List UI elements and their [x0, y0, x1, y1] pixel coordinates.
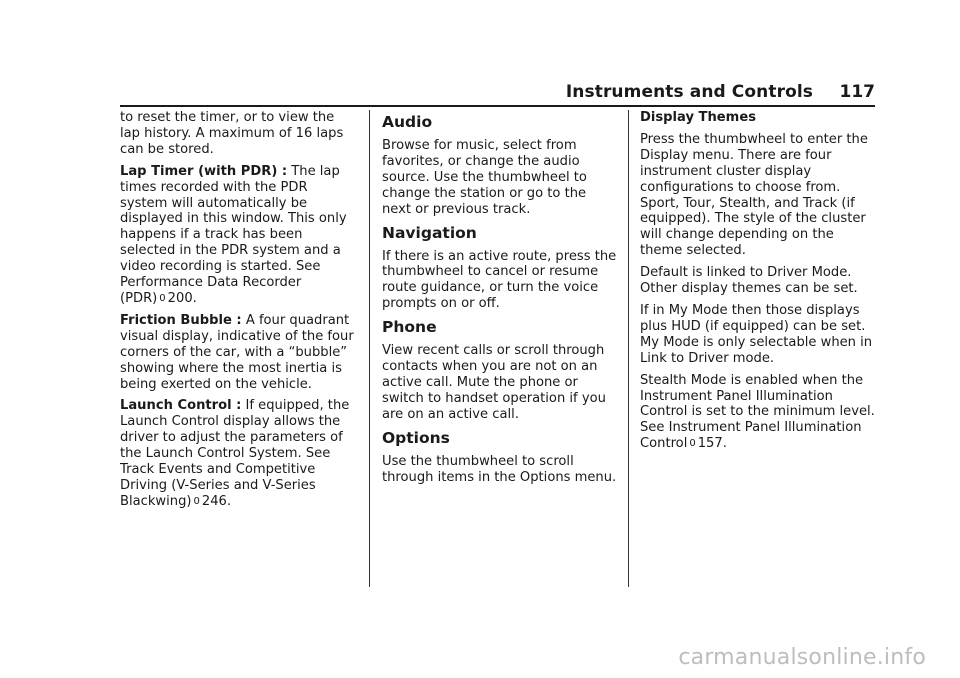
column-middle [382, 110, 618, 492]
column-divider [628, 110, 629, 587]
page-reference-icon: 0 [193, 495, 200, 507]
paragraph-lap-timer [120, 164, 356, 307]
xref-page-link[interactable]: 157. [697, 436, 727, 452]
xref-page-link[interactable]: 246. [201, 493, 232, 509]
term-lap-timer: Lap Timer (with PDR) : [120, 163, 288, 179]
watermark: carmanualsonline.info [678, 645, 926, 670]
lap-timer-text: The lap times recorded with the PDR system will automatically be displayed in this window. This only happens if a track has been selected in the PDR system and a video recording is started. See Performance Data Recorder (PDR) [120, 163, 347, 306]
page-reference-icon: 0 [159, 292, 166, 304]
paragraph-friction-bubble [120, 313, 356, 393]
paragraph-navigation: If there is an active route, press the thumbwheel to cancel or resume route guidance, or turn the voice prompts on or off. [382, 248, 617, 312]
xref-page-link[interactable]: 200. [167, 290, 197, 306]
heading-options: Options [382, 428, 450, 447]
heading-phone: Phone [382, 318, 437, 337]
launch-control-text: If equipped, the Launch Control display allows the driver to adjust the parameters of the Launch Control System. See Track Events and Competitive Driving (V-Series and V-Series Blackwing) [120, 398, 350, 509]
page-header [120, 82, 875, 104]
paragraph-launch-control [120, 398, 356, 509]
term-launch-control: Launch Control : [120, 398, 242, 414]
heading-display-themes: Display Themes [640, 110, 756, 125]
paragraph-audio: Browse for music, select from favorites, or change the audio source. Use the thumbwheel to change the station or go to the next or previous track. [382, 138, 587, 217]
section-title: Instruments and Controls [565, 82, 813, 102]
paragraph-options: Use the thumbwheel to scroll through items in the Options menu. [382, 453, 617, 485]
paragraph-default-theme: Default is linked to Driver Mode. Other display themes can be set. [640, 265, 858, 297]
column-right [640, 110, 876, 458]
page-reference-icon: 0 [689, 438, 696, 450]
column-left [120, 110, 356, 516]
paragraph-phone: View recent calls or scroll through contacts when you are not on an active call. Mute the phone or switch to handset operation if you are on an active call. [382, 343, 606, 422]
page-number: 117 [839, 82, 875, 102]
heading-navigation: Navigation [382, 223, 477, 242]
friction-bubble-text: A four quadrant visual display, indicative of the four corners of the car, with a “bubble” showing where the most inertia is being exerted on the vehicle. [120, 312, 354, 392]
term-friction-bubble: Friction Bubble : [120, 312, 242, 328]
header-rule [120, 105, 875, 107]
paragraph-lap-history: to reset the timer, or to view the lap history. A maximum of 16 laps can be stored. [120, 110, 344, 157]
column-divider [369, 110, 370, 587]
paragraph-stealth-mode [640, 373, 876, 453]
paragraph-display-menu: Press the thumbwheel to enter the Display menu. There are four instrument cluster display configurations to choose from. Sport, Tour, Stealth, and Track (if equipped). The style of the cluster will change depending on the theme selected. [640, 131, 868, 259]
stealth-mode-text: Stealth Mode is enabled when the Instrument Panel Illumination Control is set to the minimum level. See Instrument Panel Illumination Control [640, 372, 875, 452]
heading-audio: Audio [382, 113, 433, 131]
paragraph-my-mode: If in My Mode then those displays plus HUD (if equipped) can be set. My Mode is only selectable when in Link to Driver mode. [640, 302, 873, 366]
